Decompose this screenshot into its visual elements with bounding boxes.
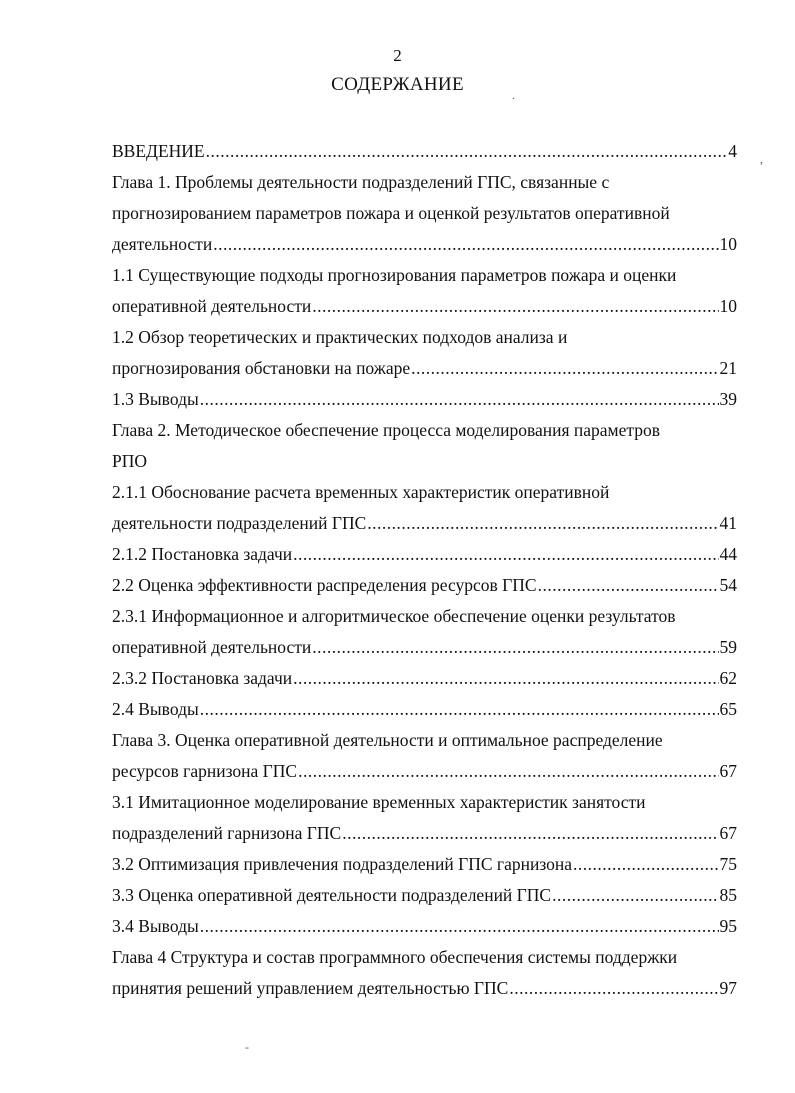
toc-page-number: 65 [719, 699, 737, 719]
scan-speck: . [512, 88, 515, 102]
dot-leader [538, 570, 719, 601]
toc-entry-title: 2.4 Выводы [112, 699, 199, 719]
toc-entry-title: деятельности подразделений ГПС [112, 513, 367, 533]
toc-entry-title: 2.2 Оценка эффективности распределения ресурсов ГПС [112, 575, 537, 595]
toc-entry-line [112, 632, 737, 663]
toc-entry-line [112, 756, 737, 787]
toc-entry-title: подразделений гарнизона ГПС [112, 823, 342, 843]
toc-page-number: 54 [719, 575, 737, 595]
toc-entry-title: 3.1 Имитационное моделирование временных характеристик занятости [112, 792, 646, 812]
toc-entry-title: оперативной деятельности [112, 637, 312, 657]
dot-leader [200, 911, 719, 942]
toc-entry-line [112, 911, 737, 942]
dot-leader [573, 849, 718, 880]
toc-entry-line [112, 353, 737, 384]
toc-page-number: 95 [719, 916, 737, 936]
toc-entry-title: оперативной деятельности [112, 296, 312, 316]
scan-speck: - [245, 1040, 249, 1054]
scan-speck: , [760, 152, 763, 166]
toc-entry-title: 2.1.2 Постановка задачи [112, 544, 293, 564]
toc-page-number: 41 [719, 513, 737, 533]
toc-entry [112, 136, 737, 167]
toc-entry-line [112, 818, 737, 849]
toc-page-number: 62 [719, 668, 737, 688]
toc-entry-line [112, 229, 737, 260]
toc-entry-title: 2.3.1 Информационное и алгоритмическое обеспечение оценки результатов [112, 606, 676, 626]
dot-leader [509, 973, 718, 1004]
toc-entry-title: 3.4 Выводы [112, 916, 199, 936]
toc-entry [112, 384, 737, 415]
toc-entry [112, 167, 737, 260]
toc-entry-title: Глава 1. Проблемы деятельности подразделений ГПС, связанные с [112, 172, 610, 192]
toc-entry-title: 3.2 Оптимизация привлечения подразделений ГПС гарнизона [112, 854, 573, 874]
toc-entry-line [112, 539, 737, 570]
toc-entry [112, 477, 737, 539]
toc-entry-title: РПО [112, 451, 148, 471]
dot-leader [298, 756, 718, 787]
toc-entry-line [112, 570, 737, 601]
toc-entry [112, 694, 737, 725]
toc-entry-line [112, 508, 737, 539]
dot-leader [200, 384, 719, 415]
toc-entry-title: Глава 3. Оценка оперативной деятельности и оптимальное распределение [112, 730, 663, 750]
toc-entry-line [112, 384, 737, 415]
page-title: СОДЕРЖАНИЕ [331, 74, 464, 95]
toc-entry-line [112, 880, 737, 911]
toc-entry-line [112, 663, 737, 694]
toc-entry-line [112, 973, 737, 1004]
toc-entry-title: принятия решений управлением деятельностью ГПС [112, 978, 509, 998]
toc-entry-title: 2.1.1 Обоснование расчета временных характеристик оперативной [112, 482, 610, 502]
dot-leader [342, 818, 718, 849]
dot-leader [312, 632, 718, 663]
toc-entry-title: прогнозированием параметров пожара и оценкой результатов оперативной [112, 203, 670, 223]
toc-entry [112, 570, 737, 601]
toc-page-number: 44 [719, 544, 737, 564]
toc-entry-title: Глава 4 Структура и состав программного обеспечения системы поддержки [112, 947, 678, 967]
toc-page-number: 59 [719, 637, 737, 657]
toc-entry-title: 2.3.2 Постановка задачи [112, 668, 293, 688]
toc-page-number: 39 [719, 389, 737, 409]
dot-leader [293, 539, 718, 570]
toc-entry [112, 260, 737, 322]
toc-entry [112, 663, 737, 694]
dot-leader [213, 229, 718, 260]
toc-entry-line [112, 849, 737, 880]
toc-page-number: 67 [719, 823, 737, 843]
toc-entry-title: деятельности [112, 234, 213, 254]
toc-entry-title: прогнозирования обстановки на пожаре [112, 358, 411, 378]
toc-entry [112, 601, 737, 663]
toc-entry [112, 942, 737, 1004]
toc-page-number: 75 [719, 854, 737, 874]
toc-entry [112, 849, 737, 880]
toc-page-number: 21 [719, 358, 737, 378]
dot-leader [367, 508, 718, 539]
toc-page-number: 10 [719, 234, 737, 254]
toc-page-number: 67 [719, 761, 737, 781]
toc-page-number: 85 [719, 885, 737, 905]
toc-entry-line [112, 136, 737, 167]
toc-entry [112, 415, 737, 477]
toc-entry-title: 3.3 Оценка оперативной деятельности подразделений ГПС [112, 885, 552, 905]
table-of-contents [112, 136, 737, 1004]
toc-entry [112, 725, 737, 787]
toc-entry-title: ВВЕДЕНИЕ [112, 141, 205, 161]
toc-entry-title: ресурсов гарнизона ГПС [112, 761, 298, 781]
toc-entry-title: 1.1 Существующие подходы прогнозирования параметров пожара и оценки [112, 265, 677, 285]
toc-page-number: 97 [719, 978, 737, 998]
toc-entry-title: Глава 2. Методическое обеспечение процесса моделирования параметров [112, 420, 661, 440]
dot-leader [206, 136, 728, 167]
dot-leader [200, 694, 719, 725]
dot-leader [293, 663, 718, 694]
dot-leader [312, 291, 718, 322]
dot-leader [411, 353, 718, 384]
dot-leader [552, 880, 718, 911]
toc-page-number: 10 [719, 296, 737, 316]
toc-entry [112, 911, 737, 942]
page-number: 2 [393, 46, 402, 65]
toc-entry [112, 539, 737, 570]
toc-entry-line [112, 291, 737, 322]
toc-entry [112, 880, 737, 911]
toc-entry-title: 1.2 Обзор теоретических и практических подходов анализа и [112, 327, 568, 347]
toc-entry-title: 1.3 Выводы [112, 389, 199, 409]
toc-entry [112, 322, 737, 384]
toc-page-number: 4 [728, 141, 737, 161]
toc-entry-line [112, 694, 737, 725]
toc-entry [112, 787, 737, 849]
